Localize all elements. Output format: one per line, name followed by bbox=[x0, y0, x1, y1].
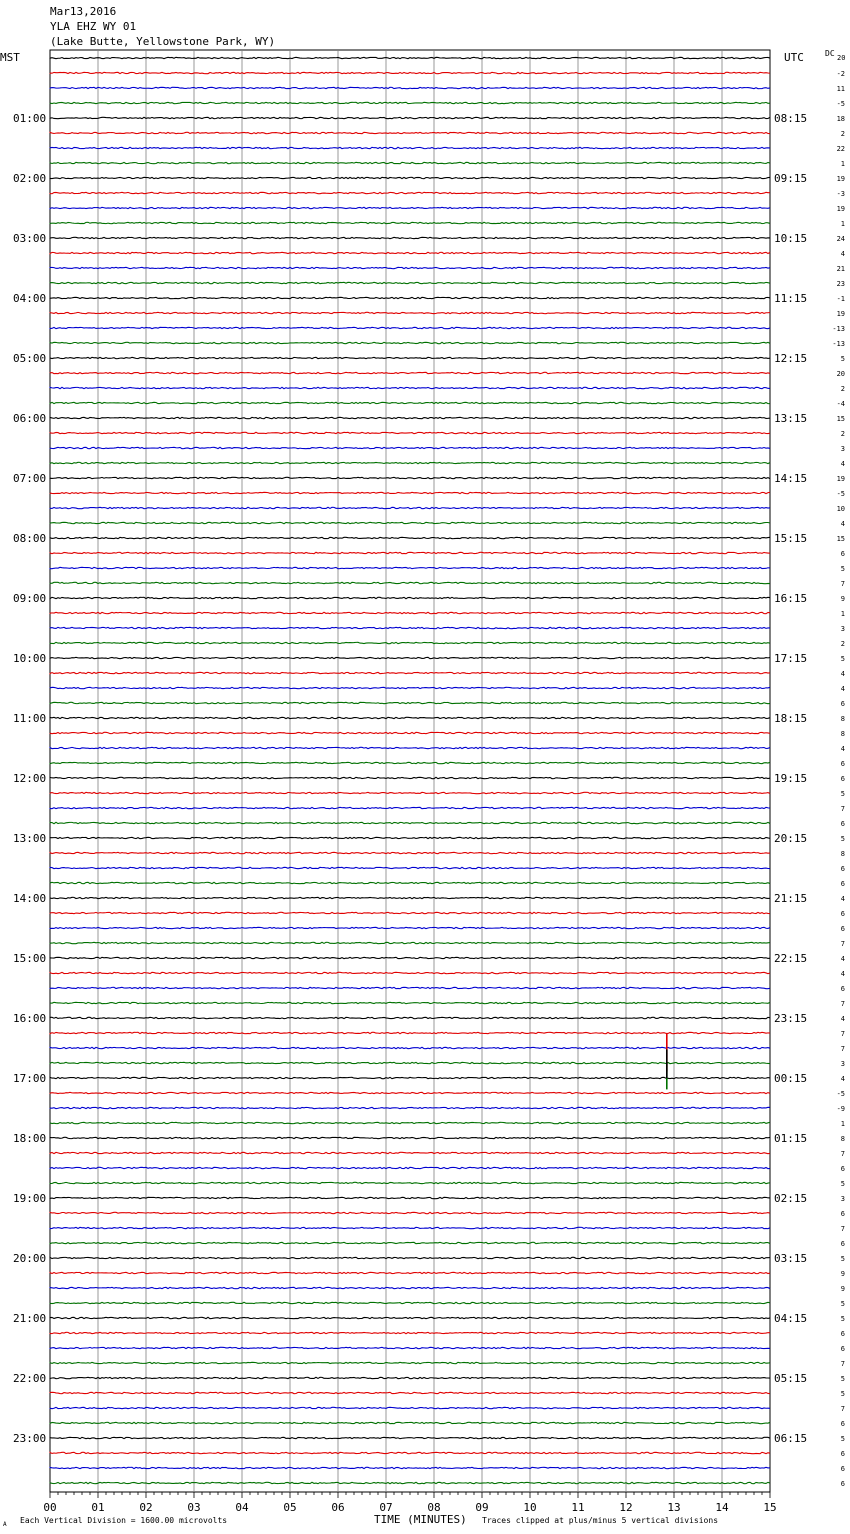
trace-line bbox=[50, 987, 770, 988]
trace-line bbox=[50, 1377, 770, 1378]
utc-hour-label: 15:15 bbox=[774, 532, 808, 545]
utc-hour-label: 06:15 bbox=[774, 1432, 808, 1445]
dc-offset-label: 9 bbox=[840, 595, 845, 603]
dc-offset-label: 23 bbox=[836, 280, 845, 288]
dc-offset-label: 4 bbox=[840, 1075, 845, 1083]
mst-hour-label: 08:00 bbox=[13, 532, 47, 545]
trace-line bbox=[50, 117, 770, 118]
dc-offset-label: 11 bbox=[836, 85, 845, 93]
x-tick-label: 02 bbox=[139, 1501, 153, 1514]
trace-line bbox=[50, 1197, 770, 1198]
dc-offset-label: 6 bbox=[840, 1330, 845, 1338]
trace-line bbox=[50, 237, 770, 238]
utc-hour-label: 02:15 bbox=[774, 1192, 808, 1205]
dc-offset-label: 19 bbox=[836, 205, 845, 213]
trace-line bbox=[50, 192, 770, 193]
trace-line bbox=[50, 777, 770, 778]
x-tick-label: 13 bbox=[667, 1501, 681, 1514]
dc-offset-label: 6 bbox=[840, 1210, 845, 1218]
dc-offset-label: 7 bbox=[840, 940, 845, 948]
dc-offset-label: 19 bbox=[836, 310, 845, 318]
mst-hour-label: 16:00 bbox=[13, 1012, 47, 1025]
mst-hour-label: 14:00 bbox=[13, 892, 47, 905]
dc-offset-label: 18 bbox=[836, 115, 845, 123]
trace-line bbox=[50, 102, 770, 103]
dc-offset-label: 4 bbox=[840, 670, 845, 678]
dc-offset-label: 6 bbox=[840, 820, 845, 828]
mst-hour-label: 22:00 bbox=[13, 1372, 47, 1385]
dc-offset-label: 5 bbox=[840, 565, 845, 573]
dc-offset-label: -9 bbox=[836, 1105, 845, 1113]
utc-hour-label: 12:15 bbox=[774, 352, 808, 365]
x-tick-label: 01 bbox=[91, 1501, 105, 1514]
dc-offset-label: 4 bbox=[840, 520, 845, 528]
trace-line bbox=[50, 417, 770, 418]
x-tick-label: 05 bbox=[283, 1501, 297, 1514]
dc-offset-label: 2 bbox=[840, 640, 845, 648]
trace-line bbox=[50, 1317, 770, 1318]
dc-offset-label: 7 bbox=[840, 1360, 845, 1368]
x-tick-label: 03 bbox=[187, 1501, 201, 1514]
trace-line bbox=[50, 717, 770, 718]
header-station: YLA EHZ WY 01 bbox=[50, 20, 137, 33]
dc-offset-label: 5 bbox=[840, 1255, 845, 1263]
dc-offset-label: 6 bbox=[840, 1165, 845, 1173]
x-tick-label: 15 bbox=[763, 1501, 777, 1514]
dc-offset-label: 6 bbox=[840, 550, 845, 558]
dc-offset-label: 6 bbox=[840, 925, 845, 933]
trace-line bbox=[50, 1347, 770, 1348]
dc-offset-label: 4 bbox=[840, 1015, 845, 1023]
x-tick-label: 08 bbox=[427, 1501, 441, 1514]
dc-offset-label: 20 bbox=[836, 370, 845, 378]
dc-offset-label: 5 bbox=[840, 655, 845, 663]
trace-line bbox=[50, 342, 770, 343]
utc-hour-label: 16:15 bbox=[774, 592, 808, 605]
x-tick-label: 04 bbox=[235, 1501, 249, 1514]
dc-offset-label: 21 bbox=[836, 265, 845, 273]
mst-hour-label: 11:00 bbox=[13, 712, 47, 725]
dc-offset-label: 7 bbox=[840, 580, 845, 588]
trace-line bbox=[50, 462, 770, 463]
utc-hour-label: 03:15 bbox=[774, 1252, 808, 1265]
mst-hour-label: 13:00 bbox=[13, 832, 47, 845]
dc-offset-label: 15 bbox=[836, 535, 845, 543]
trace-line bbox=[50, 1392, 770, 1393]
trace-line bbox=[50, 897, 770, 898]
dc-offset-label: 5 bbox=[840, 1390, 845, 1398]
trace-line bbox=[50, 507, 770, 508]
dc-offset-label: 5 bbox=[840, 790, 845, 798]
dc-offset-label: 7 bbox=[840, 1000, 845, 1008]
trace-line bbox=[50, 732, 770, 733]
dc-offset-label: 4 bbox=[840, 970, 845, 978]
trace-line bbox=[50, 357, 770, 358]
trace-line bbox=[50, 1047, 770, 1048]
mst-hour-label: 02:00 bbox=[13, 172, 47, 185]
dc-offset-label: 3 bbox=[840, 445, 845, 453]
utc-hour-label: 18:15 bbox=[774, 712, 808, 725]
trace-line bbox=[50, 1077, 770, 1078]
dc-offset-label: 6 bbox=[840, 910, 845, 918]
dc-offset-label: 4 bbox=[840, 895, 845, 903]
mst-hour-label: 20:00 bbox=[13, 1252, 47, 1265]
mst-axis-label: MST bbox=[0, 51, 20, 64]
trace-line bbox=[50, 1332, 770, 1333]
dc-label-sub: 20 bbox=[837, 54, 846, 62]
trace-line bbox=[50, 72, 770, 73]
dc-offset-label: 7 bbox=[840, 1030, 845, 1038]
utc-axis-label: UTC bbox=[784, 51, 804, 64]
trace-line bbox=[50, 267, 770, 268]
mst-hour-label: 05:00 bbox=[13, 352, 47, 365]
utc-labels bbox=[774, 112, 807, 1445]
trace-line bbox=[50, 432, 770, 433]
dc-offset-label: 1 bbox=[840, 610, 845, 618]
dc-offset-label: 5 bbox=[840, 1375, 845, 1383]
dc-offset-label: 8 bbox=[840, 850, 845, 858]
dc-offset-label: 6 bbox=[840, 985, 845, 993]
utc-hour-label: 04:15 bbox=[774, 1312, 808, 1325]
dc-offset-label: 15 bbox=[836, 415, 845, 423]
dc-offset-label: 19 bbox=[836, 475, 845, 483]
dc-offset-label: 6 bbox=[840, 880, 845, 888]
dc-offset-label: 6 bbox=[840, 1465, 845, 1473]
trace-line bbox=[50, 402, 770, 403]
trace-line bbox=[50, 1032, 770, 1033]
utc-hour-label: 11:15 bbox=[774, 292, 808, 305]
dc-offset-label: 4 bbox=[840, 250, 845, 258]
trace-line bbox=[50, 1287, 770, 1288]
trace-line bbox=[50, 387, 770, 388]
utc-hour-label: 22:15 bbox=[774, 952, 808, 965]
dc-offset-label: 4 bbox=[840, 685, 845, 693]
clip-note: Traces clipped at plus/minus 5 vertical divisions bbox=[482, 1516, 719, 1525]
dc-offset-label: 4 bbox=[840, 460, 845, 468]
trace-line bbox=[50, 1167, 770, 1168]
dc-offset-label: 9 bbox=[840, 1270, 845, 1278]
dc-offset-label: 7 bbox=[840, 1405, 845, 1413]
grid bbox=[50, 50, 770, 1492]
dc-offset-label: 4 bbox=[840, 745, 845, 753]
dc-offset-label: 6 bbox=[840, 865, 845, 873]
trace-line bbox=[50, 477, 770, 478]
mst-hour-label: 04:00 bbox=[13, 292, 47, 305]
x-tick-label: 11 bbox=[571, 1501, 585, 1514]
mst-hour-label: 07:00 bbox=[13, 472, 47, 485]
dc-offset-label: 1 bbox=[840, 160, 845, 168]
x-tick-label: 07 bbox=[379, 1501, 393, 1514]
mst-hour-label: 01:00 bbox=[13, 112, 47, 125]
dc-offset-label: 1 bbox=[840, 220, 845, 228]
dc-offset-label: -2 bbox=[836, 70, 845, 78]
trace-line bbox=[50, 492, 770, 493]
dc-offset-label: -1 bbox=[836, 295, 845, 303]
header-location: (Lake Butte, Yellowstone Park, WY) bbox=[50, 35, 276, 48]
trace-line bbox=[50, 1107, 770, 1108]
dc-offset-label: 5 bbox=[840, 1180, 845, 1188]
trace-line bbox=[50, 1467, 770, 1468]
mst-hour-label: 21:00 bbox=[13, 1312, 47, 1325]
vertical-division-note: Each Vertical Division = 1600.00 microvolts bbox=[20, 1516, 228, 1525]
mst-hour-label: 03:00 bbox=[13, 232, 47, 245]
dc-offset-label: 7 bbox=[840, 1150, 845, 1158]
dc-offset-label: -4 bbox=[836, 400, 845, 408]
trace-line bbox=[50, 1362, 770, 1363]
trace-line bbox=[50, 612, 770, 613]
x-axis bbox=[43, 1492, 776, 1514]
dc-offset-label: 7 bbox=[840, 1045, 845, 1053]
dc-offset-label: 7 bbox=[840, 805, 845, 813]
mst-hour-label: 19:00 bbox=[13, 1192, 47, 1205]
trace-line bbox=[50, 1062, 770, 1063]
utc-hour-label: 05:15 bbox=[774, 1372, 808, 1385]
trace-line bbox=[50, 537, 770, 538]
trace-line bbox=[50, 1092, 770, 1093]
dc-offset-label: -5 bbox=[836, 490, 845, 498]
trace-line bbox=[50, 252, 770, 253]
trace-line bbox=[50, 1017, 770, 1018]
trace-line bbox=[50, 1137, 770, 1138]
dc-offset-label: 5 bbox=[840, 835, 845, 843]
utc-hour-label: 14:15 bbox=[774, 472, 808, 485]
dc-offset-label: 6 bbox=[840, 1420, 845, 1428]
dc-offset-label: 24 bbox=[836, 235, 845, 243]
dc-offset-label: 4 bbox=[840, 955, 845, 963]
utc-hour-label: 19:15 bbox=[774, 772, 808, 785]
dc-offset-label: 6 bbox=[840, 700, 845, 708]
trace-line bbox=[50, 702, 770, 703]
trace-line bbox=[50, 1302, 770, 1303]
trace-line bbox=[50, 1437, 770, 1438]
trace-line bbox=[50, 522, 770, 523]
trace-line bbox=[50, 1242, 770, 1243]
trace-line bbox=[50, 327, 770, 328]
trace-line bbox=[50, 687, 770, 688]
trace-line bbox=[50, 942, 770, 943]
trace-line bbox=[50, 627, 770, 628]
trace-line bbox=[50, 567, 770, 568]
trace-line bbox=[50, 1407, 770, 1408]
trace-line bbox=[50, 1122, 770, 1123]
dc-offset-label: 2 bbox=[840, 130, 845, 138]
mst-hour-label: 18:00 bbox=[13, 1132, 47, 1145]
trace-line bbox=[50, 1452, 770, 1453]
utc-hour-label: 10:15 bbox=[774, 232, 808, 245]
mst-hour-label: 17:00 bbox=[13, 1072, 47, 1085]
dc-offset-label: 6 bbox=[840, 775, 845, 783]
mst-labels bbox=[13, 112, 46, 1445]
x-axis-title: TIME (MINUTES) bbox=[374, 1513, 467, 1526]
trace-line bbox=[50, 912, 770, 913]
mst-hour-label: 09:00 bbox=[13, 592, 47, 605]
dc-offset-label: 8 bbox=[840, 1135, 845, 1143]
trace-line bbox=[50, 1482, 770, 1483]
x-tick-label: 06 bbox=[331, 1501, 345, 1514]
trace-line bbox=[50, 57, 770, 58]
dc-offset-label: 8 bbox=[840, 715, 845, 723]
dc-offset-label: -13 bbox=[832, 340, 845, 348]
dc-offset-label: -5 bbox=[836, 100, 845, 108]
trace-line bbox=[50, 297, 770, 298]
trace-line bbox=[50, 447, 770, 448]
trace-line bbox=[50, 807, 770, 808]
dc-offset-label: 9 bbox=[840, 1285, 845, 1293]
trace-line bbox=[50, 747, 770, 748]
trace-line bbox=[50, 852, 770, 853]
dc-offset-label: 3 bbox=[840, 1060, 845, 1068]
trace-line bbox=[50, 837, 770, 838]
trace-line bbox=[50, 372, 770, 373]
trace-line bbox=[50, 1272, 770, 1273]
trace-line bbox=[50, 87, 770, 88]
dc-offset-label: 2 bbox=[840, 430, 845, 438]
trace-line bbox=[50, 762, 770, 763]
trace-line bbox=[50, 177, 770, 178]
trace-line bbox=[50, 957, 770, 958]
trace-line bbox=[50, 597, 770, 598]
utc-hour-label: 01:15 bbox=[774, 1132, 808, 1145]
dc-offset-label: 3 bbox=[840, 625, 845, 633]
dc-offset-label: 6 bbox=[840, 760, 845, 768]
dc-offset-label: 8 bbox=[840, 730, 845, 738]
utc-hour-label: 17:15 bbox=[774, 652, 808, 665]
trace-line bbox=[50, 1257, 770, 1258]
mst-hour-label: 23:00 bbox=[13, 1432, 47, 1445]
traces bbox=[50, 57, 770, 1483]
utc-hour-label: 20:15 bbox=[774, 832, 808, 845]
trace-line bbox=[50, 1227, 770, 1228]
utc-hour-label: 23:15 bbox=[774, 1012, 808, 1025]
trace-line bbox=[50, 972, 770, 973]
dc-offset-label: 10 bbox=[836, 505, 845, 513]
trace-line bbox=[50, 552, 770, 553]
x-tick-label: 10 bbox=[523, 1501, 537, 1514]
trace-line bbox=[50, 222, 770, 223]
trace-line bbox=[50, 882, 770, 883]
trace-line bbox=[50, 657, 770, 658]
trace-line bbox=[50, 1182, 770, 1183]
mst-hour-label: 12:00 bbox=[13, 772, 47, 785]
dc-offset-label: 6 bbox=[840, 1345, 845, 1353]
dc-offset-label: 2 bbox=[840, 385, 845, 393]
utc-hour-label: 13:15 bbox=[774, 412, 808, 425]
x-tick-label: 12 bbox=[619, 1501, 633, 1514]
trace-line bbox=[50, 822, 770, 823]
dc-offset-label: -5 bbox=[836, 1090, 845, 1098]
dc-offset-label: 6 bbox=[840, 1450, 845, 1458]
trace-line bbox=[50, 312, 770, 313]
utc-hour-label: 21:15 bbox=[774, 892, 808, 905]
utc-hour-label: 00:15 bbox=[774, 1072, 808, 1085]
dc-offset-label: -13 bbox=[832, 325, 845, 333]
dc-offset-label: 5 bbox=[840, 1435, 845, 1443]
dc-label: DC bbox=[825, 49, 835, 58]
trace-line bbox=[50, 1212, 770, 1213]
x-tick-label: 14 bbox=[715, 1501, 729, 1514]
dc-offset-label: 6 bbox=[840, 1240, 845, 1248]
dc-offset-label: -3 bbox=[836, 190, 845, 198]
dc-offset-label: 1 bbox=[840, 1120, 845, 1128]
dc-offset-label: 5 bbox=[840, 1300, 845, 1308]
mst-hour-label: 06:00 bbox=[13, 412, 47, 425]
corner-mark: A bbox=[3, 1521, 7, 1528]
mst-hour-label: 10:00 bbox=[13, 652, 47, 665]
x-tick-label: 09 bbox=[475, 1501, 489, 1514]
trace-line bbox=[50, 1152, 770, 1153]
mst-hour-label: 15:00 bbox=[13, 952, 47, 965]
trace-line bbox=[50, 867, 770, 868]
utc-hour-label: 09:15 bbox=[774, 172, 808, 185]
dc-offset-label: 19 bbox=[836, 175, 845, 183]
plot-frame bbox=[50, 50, 770, 1492]
dc-offset-label: 22 bbox=[836, 145, 845, 153]
x-tick-label: 00 bbox=[43, 1501, 57, 1514]
trace-line bbox=[50, 147, 770, 148]
trace-line bbox=[50, 642, 770, 643]
dc-labels bbox=[832, 70, 845, 1488]
trace-line bbox=[50, 582, 770, 583]
trace-line bbox=[50, 1002, 770, 1003]
dc-offset-label: 3 bbox=[840, 1195, 845, 1203]
header-date: Mar13,2016 bbox=[50, 5, 117, 18]
trace-line bbox=[50, 132, 770, 133]
dc-offset-label: 6 bbox=[840, 1480, 845, 1488]
trace-line bbox=[50, 207, 770, 208]
dc-offset-label: 5 bbox=[840, 1315, 845, 1323]
trace-line bbox=[50, 792, 770, 793]
trace-line bbox=[50, 927, 770, 928]
utc-hour-label: 08:15 bbox=[774, 112, 808, 125]
dc-offset-label: 7 bbox=[840, 1225, 845, 1233]
trace-line bbox=[50, 162, 770, 163]
trace-line bbox=[50, 1422, 770, 1423]
trace-line bbox=[50, 282, 770, 283]
dc-offset-label: 5 bbox=[840, 355, 845, 363]
trace-line bbox=[50, 672, 770, 673]
